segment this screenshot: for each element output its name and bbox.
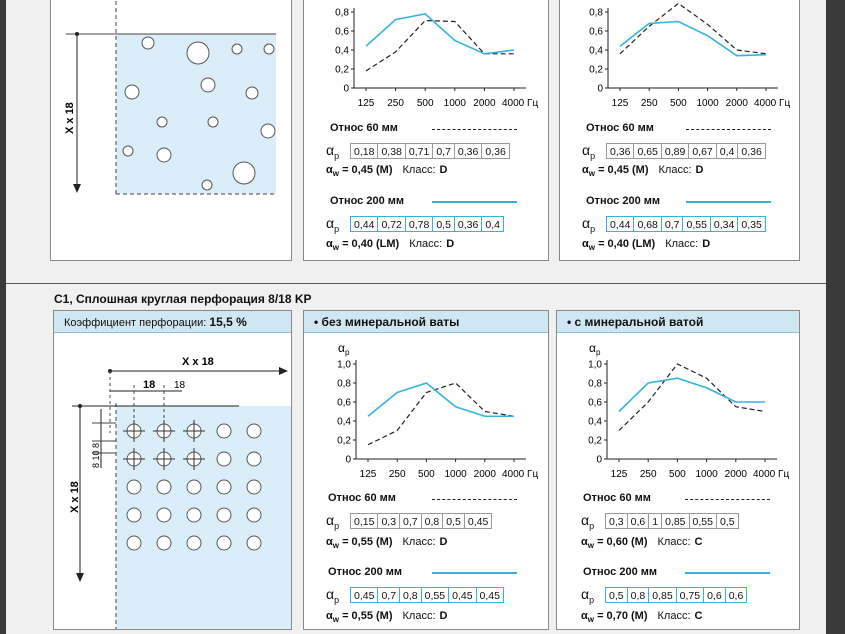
legend-60-label: Относ 60 мм: [586, 122, 654, 134]
perforation-hole: [127, 508, 141, 522]
section-title: C1, Сплошная круглая перфорация 8/18 KP: [54, 292, 312, 306]
class-value: D: [439, 610, 448, 622]
alpha-p-symbol: $\alpha_p$: [326, 586, 340, 605]
top-graph-panel-without-wool: [303, 0, 549, 261]
value-cell: 0,44: [606, 216, 634, 232]
value-cell: 0,38: [378, 143, 405, 159]
class-label: Класс:: [402, 610, 436, 622]
top-left-xaxis: [354, 88, 538, 109]
series-60mm-line: [368, 383, 514, 445]
bottom-left-chart: [304, 336, 549, 486]
class-value: D: [702, 238, 711, 250]
perforation-hole: [157, 508, 171, 522]
legend-200-line: [432, 572, 517, 574]
y-tick-label: 0,4: [589, 45, 603, 57]
series-200mm-line: [619, 378, 765, 411]
value-cell: 0,6: [628, 513, 650, 529]
alpha-row-200: [326, 586, 504, 605]
value-cell: 0,71: [406, 143, 433, 159]
bottom-right-r200-cells: [605, 587, 747, 603]
x-tick-label: 1000: [696, 98, 719, 109]
x-tick-label: 250: [639, 469, 657, 480]
value-cell: 0,89: [662, 143, 689, 159]
perforation-hole: [217, 452, 231, 466]
bottom-left-r200-cells: [350, 587, 504, 603]
top-right-r200-cells: [606, 216, 766, 232]
value-cell: 0,8: [628, 587, 650, 603]
x-tick-label: 500: [669, 469, 686, 480]
perforation-hole: [217, 508, 231, 522]
y-axis-alpha-label: $\alpha_p$: [338, 341, 350, 357]
value-cell: 0,15: [350, 513, 378, 529]
legend-200-line: [685, 572, 770, 574]
top-right-yaxis: [589, 8, 608, 95]
value-cell: 0,5: [717, 513, 739, 529]
legend-200-label: Относ 200 мм: [583, 566, 658, 578]
x-tick-label: 125: [359, 469, 377, 480]
value-cell: 0,7: [378, 587, 400, 603]
top-left-chart: [304, 0, 549, 114]
y-tick-label: 0,8: [589, 7, 603, 19]
bottom-left-r60-cells: [350, 513, 492, 529]
y-tick-label: 0,4: [588, 416, 602, 428]
x-tick-label: 1000: [443, 98, 466, 109]
legend-200-label: Относ 200 мм: [328, 566, 403, 578]
y-tick-label: 0,6: [337, 397, 351, 409]
x-tick-label: 2000: [473, 469, 496, 480]
bottom-dim-label-x: X x 18: [182, 356, 214, 368]
value-cell: 0,68: [634, 216, 661, 232]
legend-200-line: [432, 201, 517, 203]
alpha-row-60: [326, 142, 510, 161]
legend-60-dash: [686, 129, 771, 130]
bottom-graph-panel-without-wool: [303, 310, 549, 630]
top-right-chart: [560, 0, 800, 114]
aw-value: = 0,45 (M): [342, 164, 393, 176]
perforation-hole: [187, 480, 201, 494]
x-tick-label: 4000 Гц: [753, 469, 790, 480]
aw-row-60: $\alpha_w = 0,45$ (M) Класс: D: [326, 164, 448, 179]
value-cell: 0,36: [455, 216, 482, 232]
legend-60-dash: [685, 499, 770, 500]
class-label: Класс:: [657, 610, 691, 622]
bottom-drawing-panel: [53, 310, 292, 630]
value-cell: 0,3: [605, 513, 628, 529]
aw-row-200: $\alpha_w = 0,70$ (M) Класс: C: [581, 610, 703, 625]
perforation-hole: [247, 508, 261, 522]
value-cell: 0,3: [378, 513, 400, 529]
top-left-plot: [366, 14, 514, 71]
y-tick-label: 1,0: [337, 359, 351, 371]
bottom-right-xaxis: [607, 459, 789, 480]
value-cell: 0,5: [433, 216, 455, 232]
bottom-right-yaxis: [588, 341, 607, 466]
value-cell: 0,36: [606, 143, 634, 159]
x-tick-label: 1000: [695, 469, 718, 480]
alpha-row-200: [582, 215, 766, 234]
y-tick-label: 0: [343, 83, 349, 95]
y-tick-label: 0,2: [335, 64, 349, 76]
panel-title-with-wool: • с минеральной ватой: [557, 311, 799, 333]
alpha-row-200: [581, 586, 747, 605]
y-tick-label: 0,6: [589, 26, 603, 38]
y-tick-label: 0,2: [588, 435, 602, 447]
x-tick-label: 1000: [444, 469, 467, 480]
class-value: D: [695, 164, 704, 176]
perforation-hole: [217, 480, 231, 494]
x-tick-label: 500: [416, 98, 434, 109]
value-cell: 0,36: [482, 143, 509, 159]
top-graph-panel-with-wool: [559, 0, 800, 261]
coef-label: Коэффициент перфорации:: [64, 317, 207, 329]
value-cell: 0,45: [477, 587, 504, 603]
value-cell: 0,55: [683, 216, 710, 232]
legend-60-label: Относ 60 мм: [328, 492, 396, 504]
bottom-left-xaxis: [356, 459, 538, 480]
aw-row-60: $\alpha_w = 0,55$ (M) Класс: D: [326, 536, 448, 551]
alpha-p-symbol: $\alpha_p$: [326, 512, 340, 531]
value-cell: 0,78: [406, 216, 433, 232]
x-tick-label: 250: [640, 98, 658, 109]
coef-value: 15,5 %: [209, 315, 247, 329]
x-tick-label: 125: [611, 98, 629, 109]
series-60mm-line: [619, 364, 765, 431]
y-tick-label: 0,2: [589, 64, 603, 76]
perforation-hole: [247, 480, 261, 494]
x-tick-label: 500: [418, 469, 435, 480]
section-separator: [6, 283, 826, 284]
value-cell: 0,85: [662, 513, 689, 529]
perforation-coefficient: [54, 311, 291, 333]
x-tick-label: 4000 Гц: [754, 98, 791, 109]
bottom-left-yaxis: [337, 341, 356, 466]
panel-title-without-wool: • без минеральной ваты: [304, 311, 548, 333]
bottom-left-plot: [368, 383, 514, 445]
class-value: D: [439, 536, 448, 548]
top-left-yaxis: [335, 8, 354, 95]
x-tick-label: 125: [610, 469, 628, 480]
value-cell: 0,55: [690, 513, 717, 529]
value-cell: 0,8: [400, 587, 422, 603]
class-label: Класс:: [658, 164, 692, 176]
aw-value: = 0,60 (M): [597, 536, 648, 548]
perforation-hole: [247, 424, 261, 438]
y-tick-label: 0: [596, 454, 602, 466]
value-cell: 0,7: [662, 216, 684, 232]
legend-200-line: [686, 201, 771, 203]
aw-value: = 0,55 (M): [342, 610, 393, 622]
value-cell: 0,67: [689, 143, 716, 159]
y-tick-label: 0,4: [337, 416, 351, 428]
alpha-row-200: [326, 215, 504, 234]
aw-value: = 0,70 (M): [597, 610, 648, 622]
class-label: Класс:: [657, 536, 691, 548]
legend-60-label: Относ 60 мм: [330, 122, 398, 134]
dim-18-b: 18: [174, 380, 186, 391]
aw-row-200: $\alpha_w = 0,40$ (LM) Класс: D: [326, 238, 455, 253]
alpha-p-symbol: $\alpha_p$: [582, 215, 596, 234]
top-perforation-drawing: [51, 0, 291, 261]
x-tick-label: 2000: [725, 98, 748, 109]
bottom-right-chart: [557, 336, 800, 486]
perforation-hole: [247, 536, 261, 550]
value-cell: 0,18: [350, 143, 378, 159]
class-value: C: [694, 536, 703, 548]
alpha-p-symbol: $\alpha_p$: [581, 586, 595, 605]
value-cell: 0,35: [738, 216, 765, 232]
perforation-hole: [247, 452, 261, 466]
bottom-right-plot: [619, 364, 765, 431]
value-cell: 0,85: [649, 587, 676, 603]
left-dark-border: [0, 0, 6, 634]
y-tick-label: 0,8: [335, 7, 349, 19]
value-cell: 0,7: [433, 143, 455, 159]
top-left-r60-cells: [350, 143, 510, 159]
alpha-p-symbol: $\alpha_p$: [582, 142, 596, 161]
value-cell: 0,5: [605, 587, 628, 603]
class-label: Класс:: [409, 238, 443, 250]
x-tick-label: 500: [670, 98, 687, 109]
perforation-hole: [217, 424, 231, 438]
aw-value: = 0,40 (LM): [342, 238, 400, 250]
value-cell: 0,4: [482, 216, 504, 232]
alpha-p-symbol: $\alpha_p$: [326, 142, 340, 161]
perforation-hole: [187, 508, 201, 522]
class-value: C: [694, 610, 703, 622]
perforation-hole: [127, 480, 141, 494]
y-tick-label: 0,2: [337, 435, 351, 447]
dim-vertical-8-10-8: 8 10 8: [91, 442, 101, 468]
right-dark-border: [826, 0, 845, 634]
class-label: Класс:: [665, 238, 699, 250]
x-tick-label: 250: [387, 98, 404, 109]
y-tick-label: 0,4: [335, 45, 349, 57]
alpha-row-60: [581, 512, 739, 531]
top-right-plot: [620, 3, 766, 55]
aw-row-200: $\alpha_w = 0,40$ (LM) Класс: D: [582, 238, 711, 253]
series-200mm-line: [368, 383, 514, 416]
y-axis-alpha-label: $\alpha_p$: [589, 341, 601, 357]
top-left-r200-cells: [350, 216, 504, 232]
bottom-graph-panel-with-wool: [556, 310, 800, 630]
series-200mm-line: [366, 14, 514, 54]
perforation-hole: [157, 536, 171, 550]
series-200mm-line: [620, 22, 766, 56]
value-cell: 0,72: [378, 216, 405, 232]
value-cell: 0,55: [422, 587, 449, 603]
value-cell: 0,6: [704, 587, 726, 603]
top-drawing-panel: [50, 0, 292, 261]
y-tick-label: 0,8: [588, 378, 602, 390]
bottom-perforation-drawing: [54, 333, 292, 629]
alpha-p-symbol: $\alpha_p$: [581, 512, 595, 531]
alpha-p-symbol: $\alpha_p$: [326, 215, 340, 234]
value-cell: 0,36: [455, 143, 482, 159]
class-value: D: [446, 238, 455, 250]
perforation-hole: [217, 536, 231, 550]
value-cell: 0,75: [677, 587, 704, 603]
top-dim-label-y: X x 18: [64, 102, 76, 134]
y-tick-label: 0: [597, 83, 603, 95]
value-cell: 0,45: [449, 587, 476, 603]
value-cell: 0,45: [350, 587, 378, 603]
x-tick-label: 2000: [473, 98, 496, 109]
value-cell: 0,5: [443, 513, 465, 529]
perforation-hole: [127, 536, 141, 550]
legend-200-label: Относ 200 мм: [586, 195, 661, 207]
aw-row-60: $\alpha_w = 0,60$ (M) Класс: C: [581, 536, 703, 551]
top-right-xaxis: [608, 88, 790, 109]
y-tick-label: 0,6: [588, 397, 602, 409]
alpha-row-60: [582, 142, 766, 161]
top-right-r60-cells: [606, 143, 766, 159]
value-cell: 0,4: [717, 143, 739, 159]
aw-row-200: $\alpha_w = 0,55$ (M) Класс: D: [326, 610, 448, 625]
value-cell: 1: [649, 513, 662, 529]
value-cell: 0,36: [738, 143, 765, 159]
value-cell: 0,44: [350, 216, 378, 232]
perforation-hole: [157, 480, 171, 494]
value-cell: 0,65: [634, 143, 661, 159]
value-cell: 0,7: [400, 513, 422, 529]
value-cell: 0,6: [726, 587, 748, 603]
class-value: D: [439, 164, 448, 176]
bottom-dim-label-y: X x 18: [69, 481, 81, 513]
y-tick-label: 0,6: [335, 26, 349, 38]
aw-value: = 0,45 (M): [598, 164, 649, 176]
legend-60-dash: [432, 499, 517, 500]
y-tick-label: 1,0: [588, 359, 602, 371]
x-tick-label: 250: [388, 469, 406, 480]
x-tick-label: 4000 Гц: [502, 98, 539, 109]
y-tick-label: 0: [345, 454, 351, 466]
dim-18-a: 18: [143, 379, 156, 391]
legend-60-dash: [432, 129, 517, 130]
value-cell: 0,34: [711, 216, 738, 232]
value-cell: 0,8: [422, 513, 444, 529]
legend-200-label: Относ 200 мм: [330, 195, 405, 207]
aw-row-60: $\alpha_w = 0,45$ (M) Класс: D: [582, 164, 704, 179]
value-cell: 0,45: [465, 513, 492, 529]
aw-value: = 0,40 (LM): [598, 238, 656, 250]
x-tick-label: 125: [357, 98, 375, 109]
bottom-right-r60-cells: [605, 513, 739, 529]
x-tick-label: 2000: [724, 469, 747, 480]
aw-value: = 0,55 (M): [342, 536, 393, 548]
y-tick-label: 0,8: [337, 378, 351, 390]
legend-60-label: Относ 60 мм: [583, 492, 651, 504]
class-label: Класс:: [402, 536, 436, 548]
perforation-hole: [187, 536, 201, 550]
x-tick-label: 4000 Гц: [502, 469, 539, 480]
alpha-row-60: [326, 512, 492, 531]
class-label: Класс:: [402, 164, 436, 176]
